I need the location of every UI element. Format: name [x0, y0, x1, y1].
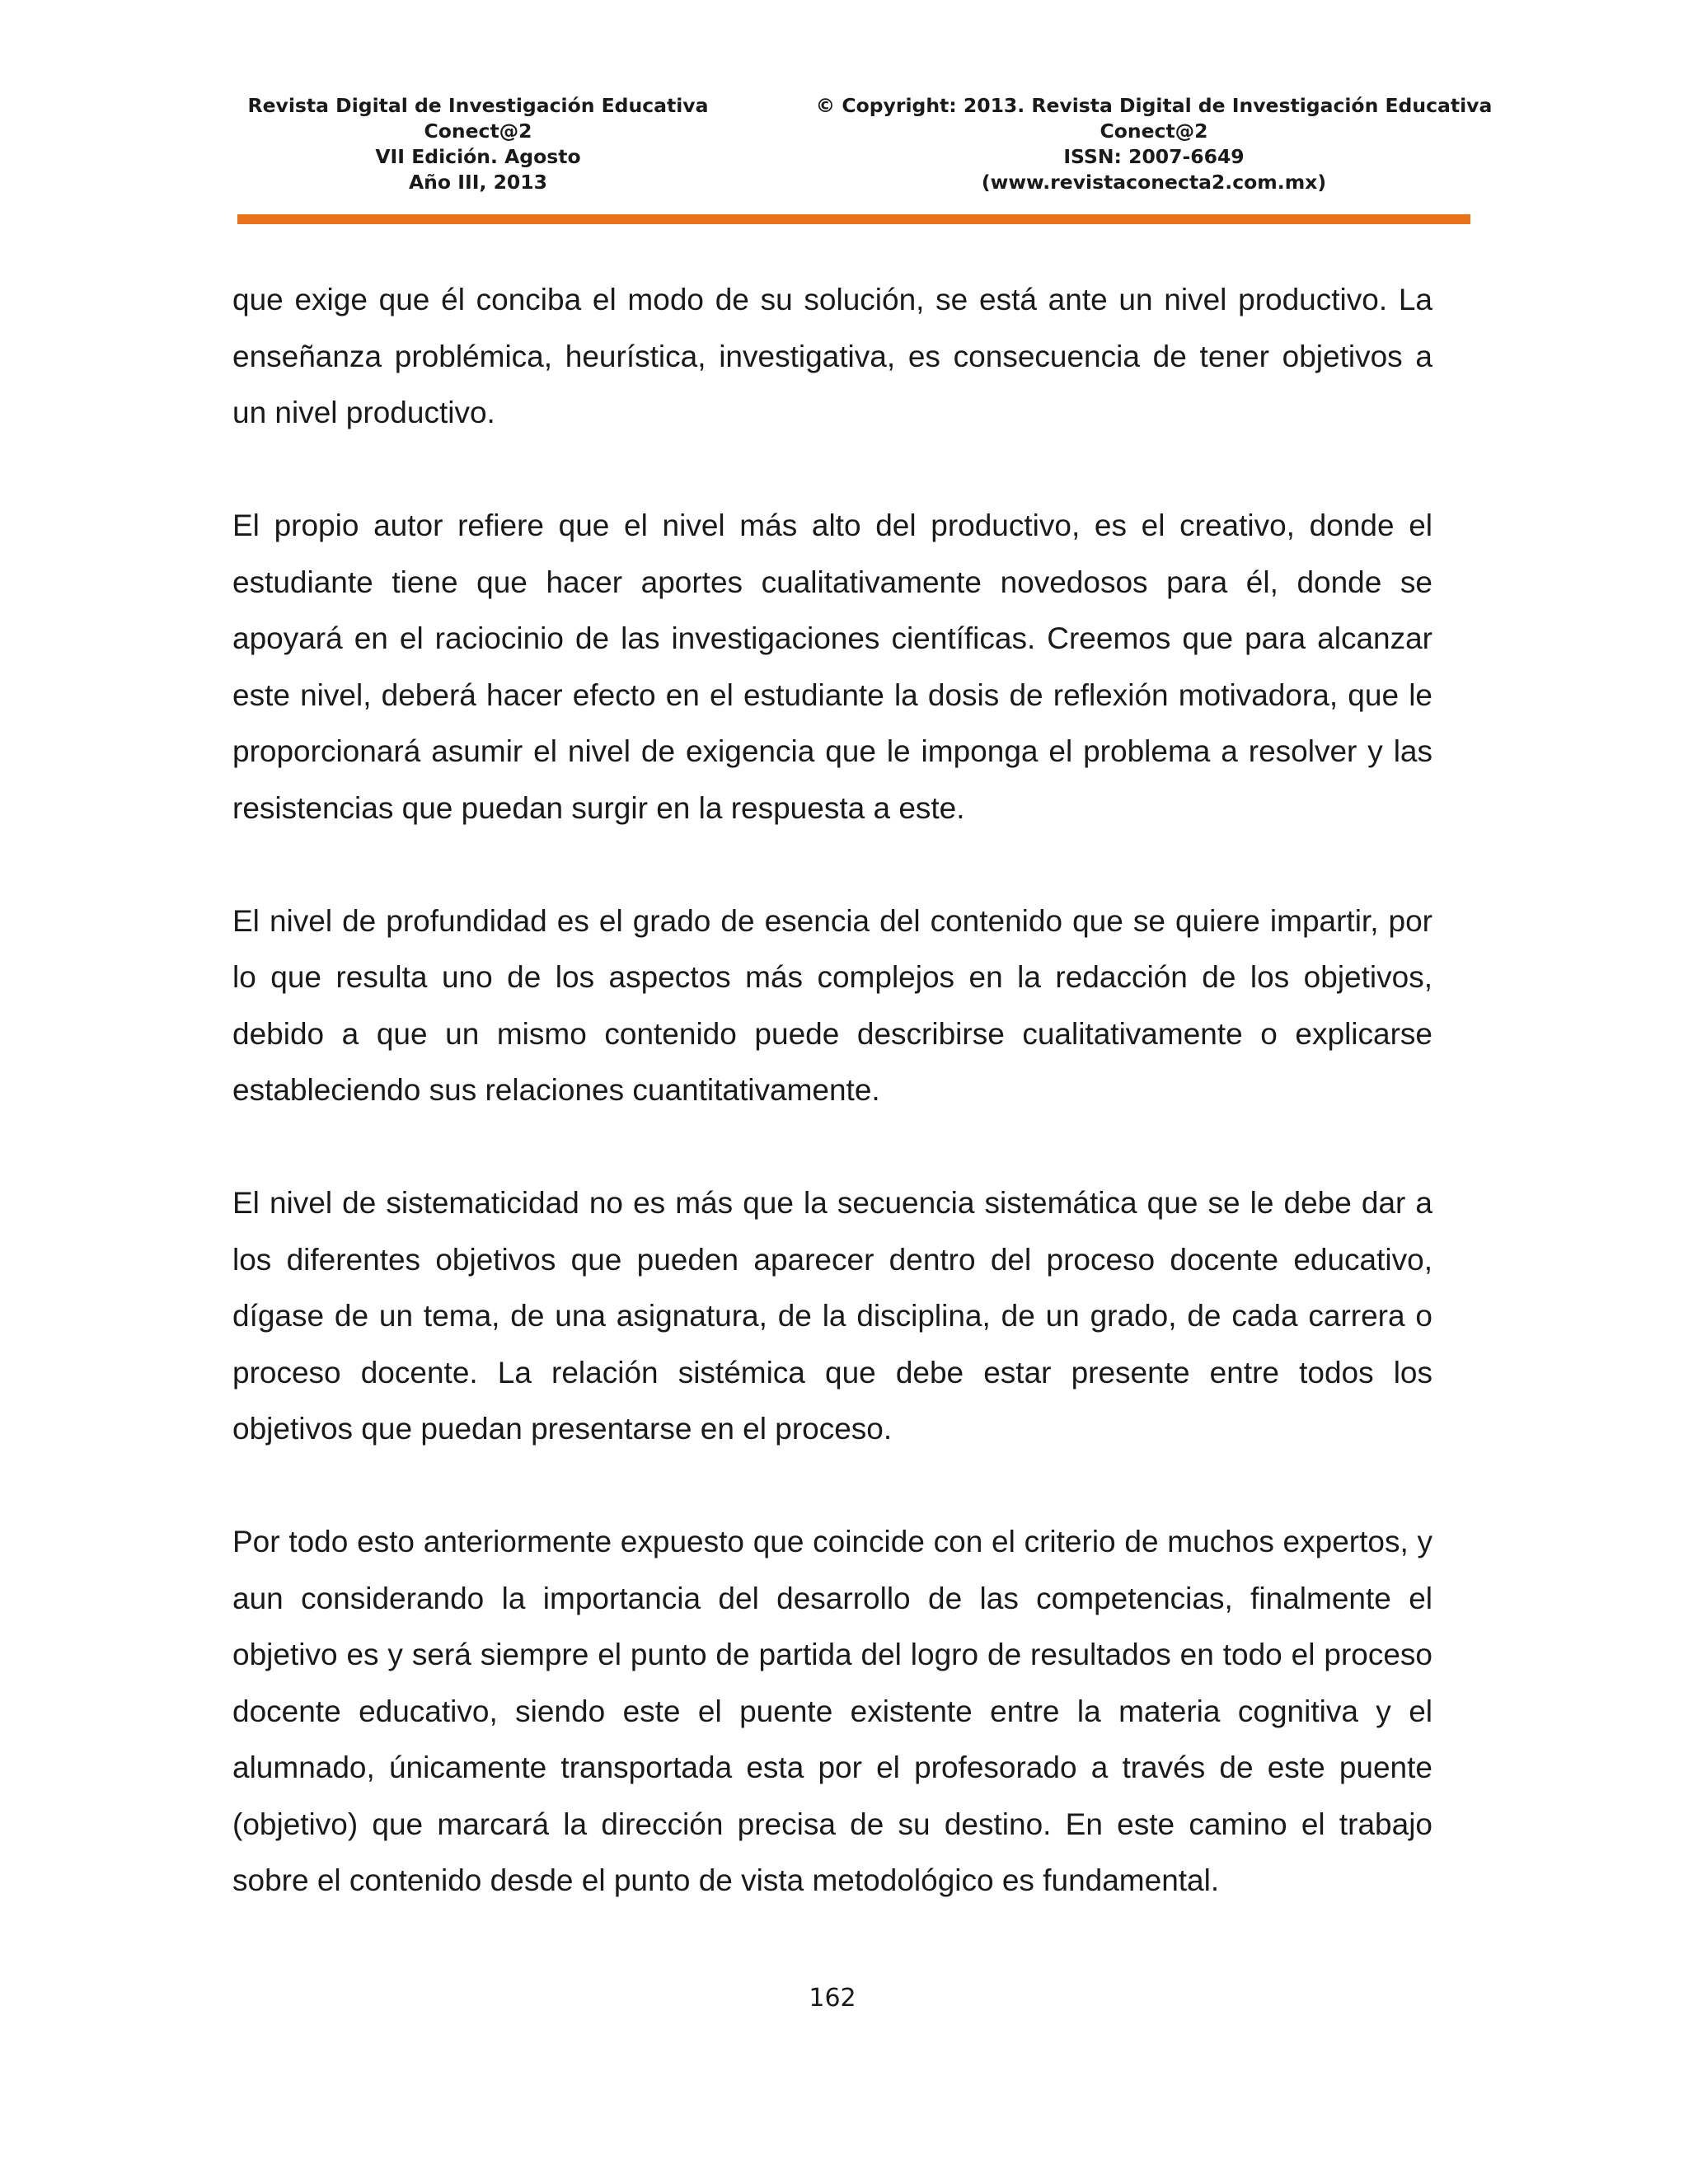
journal-header-right — [808, 93, 1500, 195]
journal-website: (www.revistaconecta2.com.mx) — [981, 171, 1327, 194]
copyright-notice: © Copyright: 2013. Revista Digital de Investigación Educativa — [815, 94, 1493, 117]
paragraph: Por todo esto anteriormente expuesto que coincide con el criterio de muchos expertos, y aun considerando la importancia del desarrollo de las competencias, finalmente el objetivo es y será siempre el punto de partida del logro de resultados en todo el proceso docente educativo, siendo este el puente existente entre la materia cognitiva y el alumnado, únicamente transportada esta por el profesorado a través de este puente (objetivo) que marcará la dirección precisa de su destino. En este camino el trabajo sobre el contenido desde el punto de vista metodológico es fundamental. — [232, 1525, 1432, 1897]
header-divider — [237, 214, 1470, 224]
journal-name-right: Conect@2 — [1100, 120, 1208, 143]
issn-label: ISSN: 2007-6649 — [1063, 145, 1245, 168]
journal-name: Conect@2 — [424, 120, 532, 143]
paragraph: El propio autor refiere que el nivel más alto del productivo, es el creativo, donde el estudiante tiene que hacer aportes cualitativamente novedosos para él, donde se apoyará en el raciocinio de las investigaciones científicas. Creemos que para alcanzar este nivel, deberá hacer efecto en el estudiante la dosis de reflexión motivadora, que le proporcionará asumir el nivel de exigencia que le imponga el problema a resolver y las resistencias que puedan surgir en la respuesta a este. — [232, 509, 1432, 825]
paragraph: El nivel de profundidad es el grado de esencia del contenido que se quiere impartir, por lo que resulta uno de los aspectos más complejos en la redacción de los objetivos, debido a que un mismo contenido puede describirse cualitativamente o explicarse estableciendo sus relaciones cuantitativamente. — [232, 903, 1432, 1107]
year-label: Año III, 2013 — [409, 171, 547, 194]
journal-title: Revista Digital de Investigación Educativa — [247, 94, 709, 117]
paragraph: que exige que él conciba el modo de su solución, se está ante un nivel productivo. La enseñanza problémica, heurística, investigativa, es consecuencia de tener objetivos a un nivel productivo. — [232, 283, 1432, 429]
page-number: 162 — [809, 1984, 856, 2013]
edition-label: VII Edición. Agosto — [375, 145, 581, 168]
article-body — [232, 272, 1432, 1910]
paragraph: El nivel de sistematicidad no es más que la secuencia sistemática que se le debe dar a los diferentes objetivos que pueden aparecer dentro del proceso docente educativo, dígase de un tema, de una asignatura, de la disciplina, de un grado, de cada carrera o proceso docente. La relación sistémica que debe estar presente entre todos los objetivos que puedan presentarse en el proceso. — [232, 1186, 1432, 1446]
journal-header-left — [235, 93, 721, 195]
